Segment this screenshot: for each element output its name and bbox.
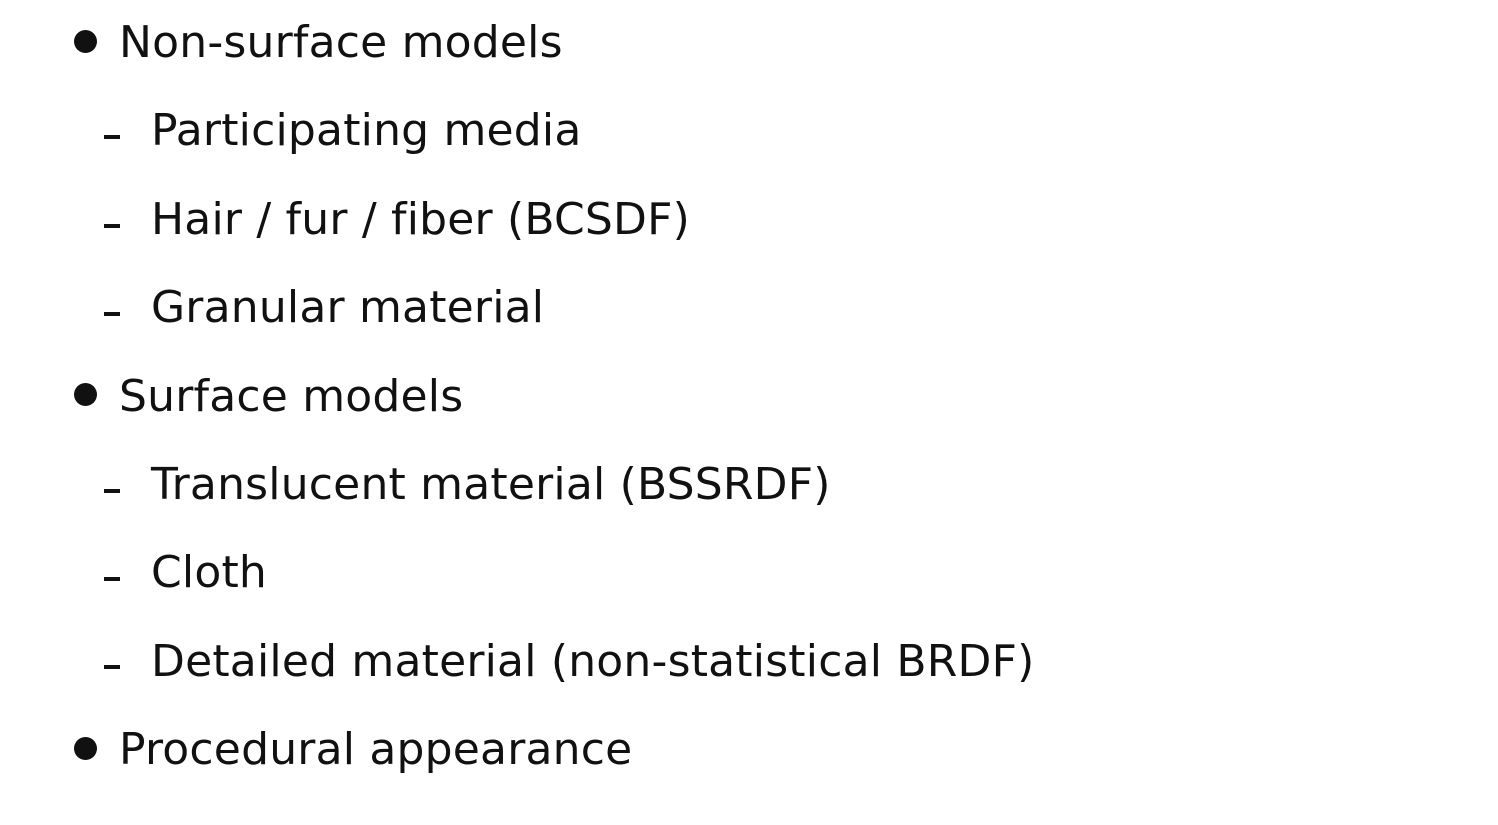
bullet-icon [74, 383, 97, 406]
dash-icon [104, 224, 120, 228]
bullet-icon [74, 737, 97, 760]
outline-subitem-cloth [151, 542, 267, 602]
outline-item-label: Non-surface models [119, 16, 563, 68]
outline-subitem-detailed-material [151, 631, 1034, 691]
outline-item-label: Surface models [119, 370, 464, 422]
outline-item-procedural-appearance [119, 719, 632, 779]
dash-icon [104, 665, 120, 669]
outline-subitem-label: Detailed material (non-statistical BRDF) [151, 635, 1035, 687]
outline-subitem-label: Cloth [151, 546, 268, 598]
dash-icon [104, 135, 120, 139]
outline-subitem-participating-media [151, 100, 582, 160]
dash-icon [104, 577, 120, 581]
outline-subitem-hair-fur-fiber [151, 189, 690, 249]
dash-icon [104, 489, 120, 493]
outline-subitem-translucent-material [151, 454, 831, 514]
outline-subitem-label: Translucent material (BSSRDF) [151, 458, 831, 510]
outline-item-label: Procedural appearance [119, 723, 633, 775]
outline-subitem-label: Hair / fur / fiber (BCSDF) [151, 193, 691, 245]
dash-icon [104, 312, 120, 316]
outline-item-surface-models [119, 366, 463, 426]
outline-subitem-granular-material [151, 277, 544, 337]
outline-subitem-label: Participating media [151, 104, 582, 156]
outline-subitem-label: Granular material [151, 281, 545, 333]
outline-item-non-surface-models [119, 12, 563, 72]
bullet-icon [74, 30, 97, 53]
